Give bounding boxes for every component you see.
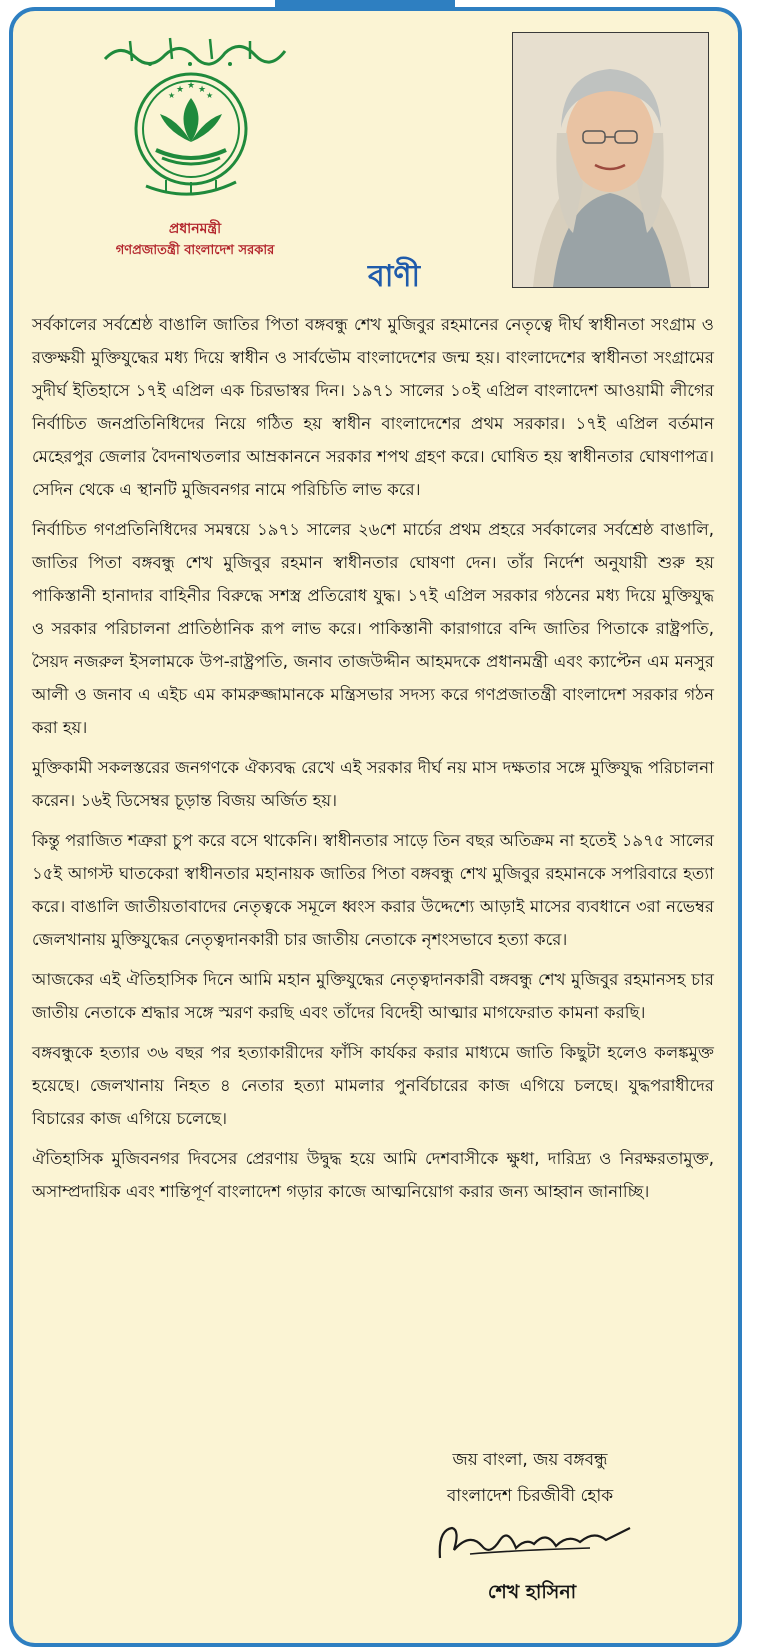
handwritten-signature [430, 1520, 640, 1570]
paragraph: বঙ্গবন্ধুকে হত্যার ৩৬ বছর পর হত্যাকারীদের ফাঁসি কার্যকর করার মাধ্যমে জাতি কিছুটা হলেও কলঙ্কমুক্ত হয়েছে। জেলখানায় নিহত ৪ নেতার হত্যা মামলার পুনর্বিচারের কাজ এগিয়ে চলছে। যুদ্ধপরাধীদের বিচারের কাজ এগিয়ে চলেছে। [32, 1043, 714, 1128]
message-title: বাণী [368, 259, 421, 294]
paragraph: সর্বকালের সর্বশ্রেষ্ঠ বাঙালি জাতির পিতা বঙ্গবন্ধু শেখ মুজিবুর রহমানের নেতৃত্বে দীর্ঘ স্বাধীনতা সংগ্রাম ও রক্তক্ষয়ী মুক্তিযুদ্ধের মধ্য দিয়ে স্বাধীন ও সার্বভৌম বাংলাদেশের জন্ম হয়। বাংলাদেশের স্বাধীনতা সংগ্রামের সুদীর্ঘ ইতিহাসে ১৭ই এপ্রিল এক চিরভাস্বর দিন। ১৯৭১ সালের ১০ই এপ্রিল বাংলাদেশ আওয়ামী লীগের নির্বাচিত জনপ্রতিনিধিদের নিয়ে গঠিত হয় স্বাধীন বাংলাদেশের প্রথম সরকার। ১৭ই এপ্রিল বর্তমান মেহেরপুর জেলার বৈদনাথতলার আম্রকাননে সরকার শপথ গ্রহণ করে। ঘোষিত হয় স্বাধীনতার ঘোষণাপত্র। সেদিন থেকে এ স্থানটি মুজিবনগর নামে পরিচিতি লাভ করে। [32, 315, 714, 499]
svg-text:★: ★ [168, 91, 176, 100]
message-body [32, 308, 714, 1215]
svg-text:★: ★ [206, 91, 214, 100]
paragraph: ঐতিহাসিক মুজিবনগর দিবসের প্রেরণায় উদ্বুদ্ধ হয়ে আমি দেশবাসীকে ক্ষুধা, দারিদ্র্য ও নিরক্ষরতামুক্ত, অসাম্প্রদায়িক এবং শান্তিপূর্ণ বাংলাদেশ গড়ার কাজে আত্মনিয়োগ করার জন্য আহ্বান জানাচ্ছি। [32, 1149, 714, 1201]
bismillah-calligraphy-icon [100, 33, 290, 69]
emblem-caption-lettering [136, 176, 246, 198]
svg-text:★: ★ [198, 85, 207, 95]
government-title: গণপ্রজাতন্ত্রী বাংলাদেশ সরকার [115, 243, 275, 258]
closing-slogans [380, 1442, 680, 1514]
paragraph: আজকের এই ঐতিহাসিক দিনে আমি মহান মুক্তিযুদ্ধের নেতৃত্বদানকারী বঙ্গবন্ধু শেখ মুজিবুর রহমানসহ চার জাতীয় নেতাকে শ্রদ্ধার সঙ্গে স্মরণ করছি এবং তাঁদের বিদেহী আত্মার মাগফেরাত কামনা করছি। [32, 970, 714, 1022]
portrait-photo [512, 32, 709, 288]
closing-line: জয় বাংলা, জয় বঙ্গবন্ধু [452, 1450, 608, 1470]
bangladesh-emblem-icon [132, 70, 250, 188]
svg-text:★: ★ [187, 81, 196, 91]
signatory-name: শেখ হাসিনা [487, 1581, 577, 1603]
paragraph: মুক্তিকামী সকলস্তরের জনগণকে ঐক্যবদ্ধ রেখে এই সরকার দীর্ঘ নয় মাস দক্ষতার সঙ্গে মুক্তিযুদ্ধ পরিচালনা করেন। ১৬ই ডিসেম্বর চূড়ান্ত বিজয় অর্জিত হয়। [32, 758, 714, 810]
svg-text:★: ★ [176, 85, 185, 95]
closing-line: বাংলাদেশ চিরজীবী হোক [446, 1486, 614, 1506]
portrait-figure-icon [513, 33, 708, 287]
pm-title: প্রধানমন্ত্রী [168, 221, 222, 237]
paragraph: কিন্তু পরাজিত শত্রুরা চুপ করে বসে থাকেনি। স্বাধীনতার সাড়ে তিন বছর অতিক্রম না হতেই ১৯৭৫ সালের ১৫ই আগস্ট ঘাতকেরা স্বাধীনতার মহানায়ক জাতির পিতা বঙ্গবন্ধু শেখ মুজিবুর রহমানকে সপরিবারে হত্যা করে। বাঙালি জাতীয়তাবাদের নেতৃত্বকে সমূলে ধ্বংস করার উদ্দেশ্যে আড়াই মাসের ব্যবধানে ৩রা নভেম্বর জেলখানায় মুক্তিযুদ্ধের নেতৃত্বদানকারী চার জাতীয় নেতাকে নৃশংসভাবে হত্যা করে। [32, 831, 714, 949]
paragraph: নির্বাচিত গণপ্রতিনিধিদের সমন্বয়ে ১৯৭১ সালের ২৬শে মার্চের প্রথম প্রহরে সর্বকালের সর্বশ্রেষ্ঠ বাঙালি, জাতির পিতা বঙ্গবন্ধু শেখ মুজিবুর রহমান স্বাধীনতার ঘোষণা দেন। তাঁর নির্দেশ অনুযায়ী শুরু হয় পাকিস্তানী হানাদার বাহিনীর বিরুদ্ধে সশস্ত্র প্রতিরোধ যুদ্ধ। ১৭ই এপ্রিল সরকার গঠনের মধ্য দিয়ে মুক্তিযুদ্ধ ও সরকার পরিচালনা প্রাতিষ্ঠানিক রূপ লাভ করে। পাকিস্তানী কারাগারে বন্দি জাতির পিতাকে রাষ্ট্রপতি, সৈয়দ নজরুল ইসলামকে উপ-রাষ্ট্রপতি, জনাব তাজউদ্দীন আহমদকে প্রধানমন্ত্রী এবং ক্যাপ্টেন এম মনসুর আলী ও জনাব এ এইচ এম কামরুজ্জামানকে মন্ত্রিসভার সদস্য করে গণপ্রজাতন্ত্রী বাংলাদেশ সরকার গঠন করা হয়। [32, 520, 714, 737]
